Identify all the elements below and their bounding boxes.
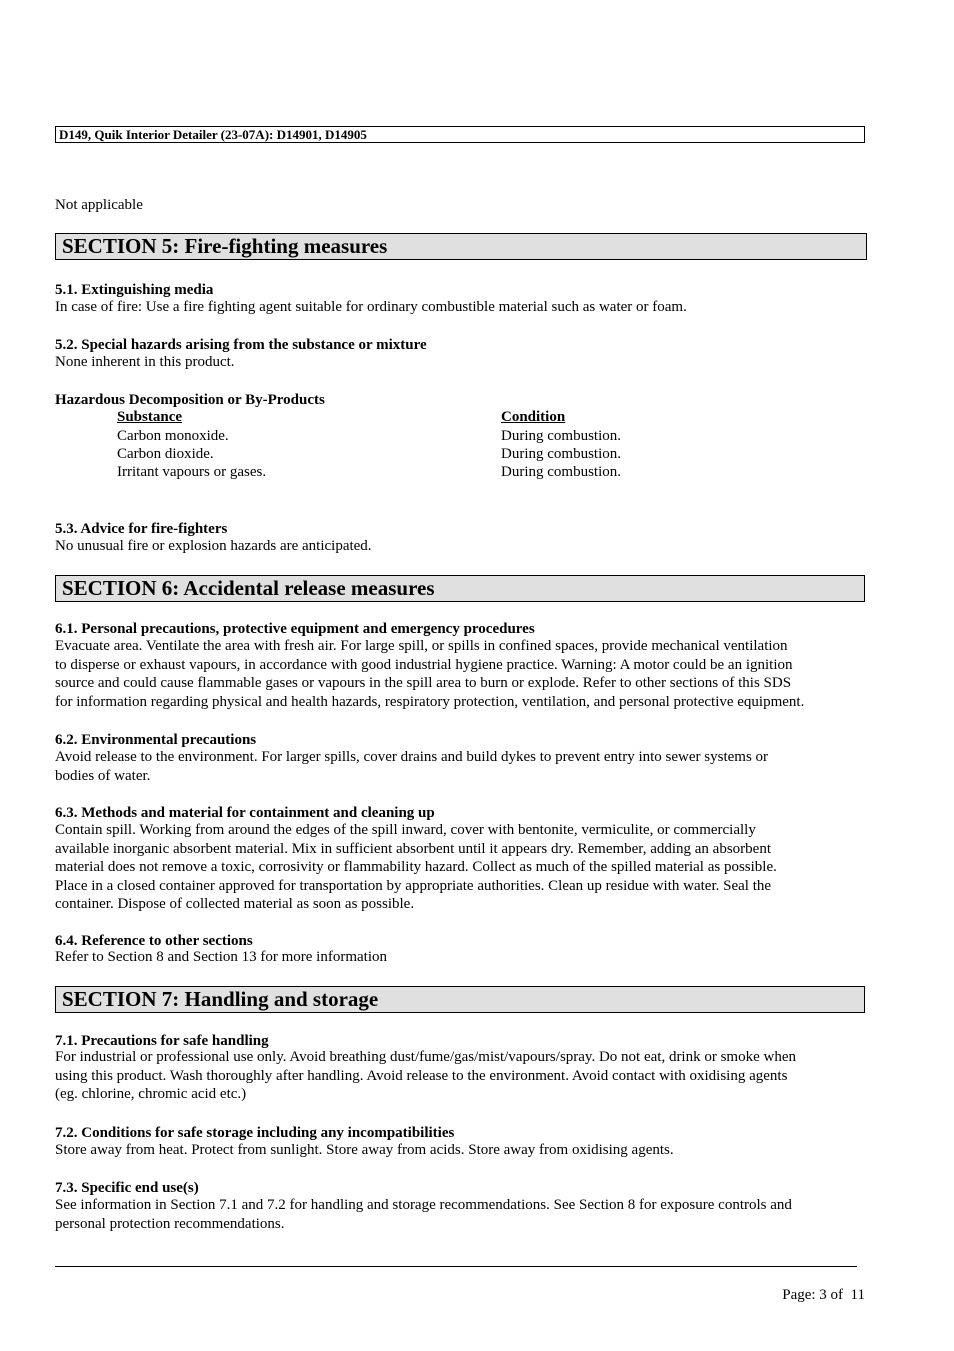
- s7-2-body: Store away from heat. Protect from sunlight. Store away from acids. Store away from oxidising agents.: [55, 1142, 674, 1158]
- s7-3-title: 7.3. Specific end use(s): [55, 1180, 199, 1196]
- table-cell-condition: During combustion.: [501, 428, 621, 444]
- table-row: Carbon monoxide.: [117, 428, 229, 444]
- text-line: for information regarding physical and health hazards, respiratory protection, ventilation, and personal protective equipment.: [55, 693, 805, 710]
- text-line: available inorganic absorbent material. Mix in sufficient absorbent until it appears dry. Remember, adding an absorbent: [55, 840, 771, 857]
- s5-3-body: No unusual fire or explosion hazards are anticipated.: [55, 538, 372, 554]
- s7-3-body: [55, 1196, 792, 1233]
- col-condition-header: Condition: [501, 409, 566, 425]
- col-substance-header: Substance: [117, 409, 183, 425]
- page-number: Page: 3 of 11: [782, 1287, 865, 1303]
- intro-text: Not applicable: [55, 197, 143, 213]
- s5-2-body: None inherent in this product.: [55, 354, 235, 370]
- s6-3-body: [55, 821, 777, 914]
- text-line: (eg. chlorine, chromic acid etc.): [55, 1086, 247, 1102]
- text-line: container. Dispose of collected material as soon as possible.: [55, 896, 415, 912]
- s6-1-title: 6.1. Personal precautions, protective equipment and emergency procedures: [55, 621, 535, 637]
- hazard-title: Hazardous Decomposition or By-Products: [55, 392, 325, 408]
- text-line: Place in a closed container approved for transportation by appropriate authorities. Clean up residue with water. Seal the: [55, 877, 772, 894]
- s7-2-title: 7.2. Conditions for safe storage including any incompatibilities: [55, 1125, 455, 1141]
- table-cell-condition: During combustion.: [501, 446, 621, 462]
- table-cell-condition: During combustion.: [501, 464, 621, 480]
- section7-title: SECTION 7: Handling and storage: [55, 986, 865, 1013]
- table-row: Carbon dioxide.: [117, 446, 214, 462]
- text-line: For industrial or professional use only. Avoid breathing dust/fume/gas/mist/vapours/spray. Do not eat, drink or smoke when: [55, 1049, 796, 1065]
- s5-3-title: 5.3. Advice for fire-fighters: [55, 521, 228, 537]
- text-line: Evacuate area. Ventilate the area with fresh air. For large spill, or spills in confined spaces, provide mechanical ventilation: [55, 638, 788, 654]
- s6-4-body: Refer to Section 8 and Section 13 for more information: [55, 949, 387, 965]
- text-line: using this product. Wash thoroughly after handling. Avoid release to the environment. Avoid contact with oxidising agents: [55, 1067, 788, 1084]
- text-line: to disperse or exhaust vapours, in accordance with good industrial hygiene practice. Warning: A motor could be an ignition: [55, 656, 793, 673]
- s7-1-body: [55, 1048, 796, 1104]
- text-line: personal protection recommendations.: [55, 1215, 285, 1232]
- text-line: Contain spill. Working from around the edges of the spill inward, cover with bentonite, vermiculite, or commercially: [55, 822, 756, 838]
- text-line: See information in Section 7.1 and 7.2 for handling and storage recommendations. See Section 8 for exposure controls and: [55, 1197, 792, 1213]
- s7-1-title: 7.1. Precautions for safe handling: [55, 1033, 269, 1049]
- footer-divider: [55, 1266, 857, 1267]
- table-row: Irritant vapours or gases.: [117, 464, 267, 480]
- text-line: Avoid release to the environment. For larger spills, cover drains and build dykes to prevent entry into sewer systems or: [55, 749, 769, 765]
- text-line: bodies of water.: [55, 767, 151, 784]
- s6-3-title: 6.3. Methods and material for containment and cleaning up: [55, 805, 435, 821]
- section6-title: SECTION 6: Accidental release measures: [55, 575, 865, 602]
- s6-2-body: [55, 748, 768, 785]
- s5-2-title: 5.2. Special hazards arising from the substance or mixture: [55, 337, 427, 353]
- text-line: material does not remove a toxic, corrosivity or flammability hazard. Collect as much of the spilled material as possible.: [55, 859, 777, 875]
- s5-1-title: 5.1. Extinguishing media: [55, 282, 214, 298]
- s6-4-title: 6.4. Reference to other sections: [55, 933, 253, 949]
- s6-1-body: [55, 637, 804, 711]
- text-line: source and could cause flammable gases or vapours in the spill area to burn or explode. Refer to other sections of this SDS: [55, 675, 792, 691]
- document-header: D149, Quik Interior Detailer (23-07A): D14901, D14905: [55, 126, 865, 143]
- s6-2-title: 6.2. Environmental precautions: [55, 732, 257, 748]
- section5-title: SECTION 5: Fire-fighting measures: [55, 233, 867, 260]
- s5-1-body: In case of fire: Use a fire fighting agent suitable for ordinary combustible material such as water or foam.: [55, 299, 687, 315]
